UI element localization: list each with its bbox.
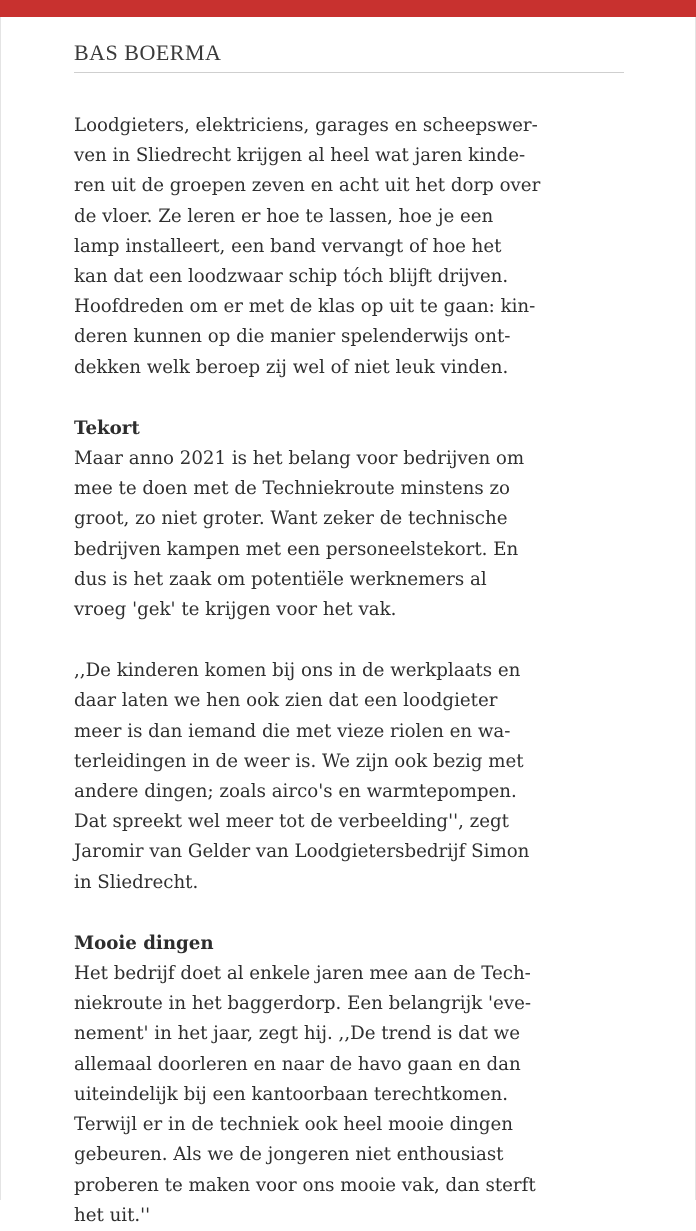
- section2-line: Het bedrijf doet al enkele jaren mee aan de Tech-: [74, 963, 531, 985]
- section-heading-tekort: Tekort: [74, 417, 140, 439]
- quote-line: meer is dan iemand die met vieze riolen en wa-: [74, 720, 511, 742]
- quote-line: in Sliedrecht.: [74, 871, 199, 893]
- quote-line: Jaromir van Gelder van Loodgietersbedrijf Simon: [74, 841, 530, 863]
- intro-line: kan dat een loodzwaar schip tóch blijft drijven.: [74, 266, 509, 288]
- quote-line: daar laten we hen ook zien dat een loodgieter: [74, 690, 498, 712]
- section1-line: groot, zo niet groter. Want zeker de technische: [74, 508, 508, 530]
- intro-line: Loodgieters, elektriciens, garages en scheepswer-: [74, 115, 538, 136]
- author-byline: BAS BOERMA: [74, 40, 222, 65]
- section1-paragraph: [74, 444, 630, 625]
- section1-line: vroeg 'gek' te krijgen voor het vak.: [74, 599, 397, 621]
- intro-line: ren uit de groepen zeven en acht uit het dorp over: [74, 175, 541, 197]
- quote-line: andere dingen; zoals airco's en warmtepompen.: [74, 781, 517, 803]
- byline-divider: [74, 72, 624, 73]
- section2-line: niekroute in het baggerdorp. Een belangrijk 'eve-: [74, 993, 531, 1015]
- intro-line: lamp installeert, een band vervangt of hoe het: [74, 235, 502, 257]
- intro-line: ven in Sliedrecht krijgen al heel wat jaren kinde-: [74, 145, 526, 167]
- quote-paragraph: [74, 656, 630, 898]
- article-body: [74, 111, 630, 1231]
- section1-line: mee te doen met de Techniekroute minstens zo: [74, 478, 510, 500]
- section2-line: het uit.'': [74, 1204, 151, 1226]
- section1-line: bedrijven kampen met een personeelstekort. En: [74, 538, 519, 560]
- quote-line: Dat spreekt wel meer tot de verbeelding'', zegt: [74, 811, 509, 833]
- intro-paragraph: [74, 111, 630, 383]
- intro-line: Hoofdreden om er met de klas op uit te gaan: kin-: [74, 296, 536, 318]
- intro-line: dekken welk beroep zij wel of niet leuk vinden.: [74, 356, 509, 378]
- section2-line: uiteindelijk bij een kantoorbaan terechtkomen.: [74, 1083, 509, 1105]
- section2-line: proberen te maken voor ons mooie vak, dan sterft: [74, 1174, 536, 1196]
- section1-line: dus is het zaak om potentiële werknemers al: [74, 568, 487, 590]
- quote-line: terleidingen in de weer is. We zijn ook bezig met: [74, 750, 524, 772]
- section-heading-mooie-dingen: Mooie dingen: [74, 932, 214, 954]
- section2-line: gebeuren. Als we de jongeren niet enthousiast: [74, 1144, 504, 1166]
- quote-line: ,,De kinderen komen bij ons in de werkplaats en: [74, 660, 521, 682]
- section2-paragraph: [74, 959, 630, 1231]
- section2-line: nement' in het jaar, zegt hij. ,,De trend is dat we: [74, 1023, 520, 1045]
- section2-line: allemaal doorleren en naar de havo gaan en dan: [74, 1053, 521, 1075]
- section2-line: Terwijl er in de techniek ook heel mooie dingen: [74, 1114, 513, 1136]
- intro-line: de vloer. Ze leren er hoe te lassen, hoe je een: [74, 205, 494, 227]
- intro-line: deren kunnen op die manier spelenderwijs ont-: [74, 326, 511, 348]
- top-accent-bar: [0, 0, 696, 17]
- section1-line: Maar anno 2021 is het belang voor bedrijven om: [74, 448, 525, 470]
